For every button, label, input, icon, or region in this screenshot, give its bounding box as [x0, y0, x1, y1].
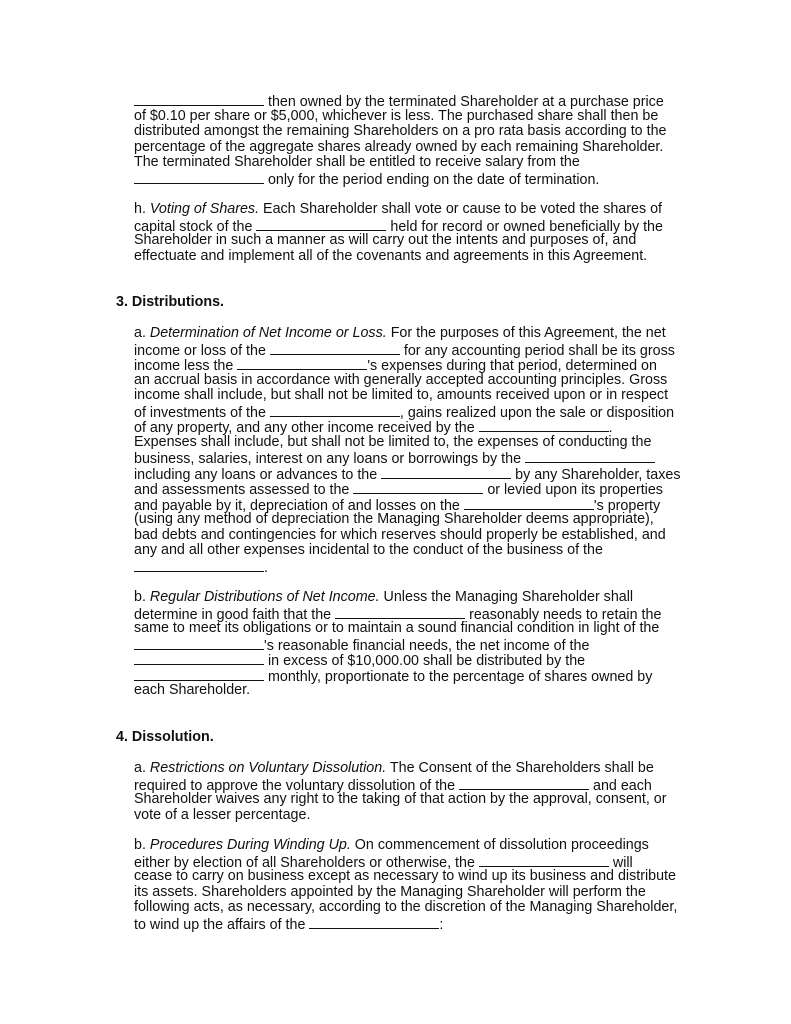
section-title: Procedures During Winding Up.: [149, 837, 351, 853]
text-line: income or loss of the for any accounting period shall be its gross: [134, 342, 675, 359]
fill-in-blank[interactable]: [270, 404, 400, 417]
fill-in-blank[interactable]: [335, 606, 465, 619]
text-line: capital stock of the held for record or owned beneficially by the: [134, 218, 663, 235]
fill-in-blank[interactable]: [256, 218, 386, 231]
fill-in-blank[interactable]: [134, 637, 264, 650]
section-title: Determination of Net Income or Loss.: [149, 325, 387, 341]
paragraph-regular-distributions: [134, 590, 694, 699]
paragraph-winding-up-procedures: [134, 838, 694, 931]
text-line: effectuate and implement all of the covenants and agreements in this Agreement.: [134, 247, 648, 264]
section-heading-dissolution: 4. Dissolution.: [116, 729, 214, 745]
text-line: percentage of the aggregate shares already owned by each remaining Shareholder.: [134, 138, 664, 155]
text-line: to wind up the affairs of the :: [134, 916, 444, 933]
paragraph-termination-continued: [134, 93, 694, 186]
text-line: of any property, and any other income received by the .: [134, 420, 613, 436]
fill-in-blank[interactable]: [381, 466, 511, 479]
text-line: monthly, proportionate to the percentage of shares owned by: [134, 668, 694, 684]
text-line: including any loans or advances to the by any Shareholder, taxes: [134, 466, 681, 483]
text-line: and assessments assessed to the or levied upon its properties: [134, 482, 663, 498]
text-line: vote of a lesser percentage.: [134, 806, 311, 823]
fill-in-blank[interactable]: [464, 497, 594, 510]
text-line: distributed amongst the remaining Shareholders on a pro rata basis according to the: [134, 123, 667, 139]
fill-in-blank[interactable]: [134, 559, 264, 572]
fill-in-blank[interactable]: [479, 854, 609, 867]
text-line: a. Restrictions on Voluntary Dissolution. The Consent of the Shareholders shall be: [134, 760, 654, 776]
section-heading-distributions: 3. Distributions.: [116, 294, 225, 310]
text-line: only for the period ending on the date of termination.: [134, 171, 694, 187]
text-line: business, salaries, interest on any loans or borrowings by the: [134, 450, 694, 466]
paragraph-voluntary-dissolution: [134, 761, 694, 823]
text-line: Expenses shall include, but shall not be limited to, the expenses of conducting the: [134, 433, 652, 450]
text-line: determine in good faith that the reasonably needs to retain the: [134, 606, 662, 623]
fill-in-blank[interactable]: [309, 916, 439, 929]
fill-in-blank[interactable]: [353, 481, 483, 494]
fill-in-blank[interactable]: [459, 777, 589, 790]
text-line: h. Voting of Shares. Each Shareholder shall vote or cause to be voted the shares of: [134, 201, 663, 217]
text-line: The terminated Shareholder shall be entitled to receive salary from the: [134, 154, 580, 170]
text-line: b. Regular Distributions of Net Income. Unless the Managing Shareholder shall: [134, 589, 634, 605]
fill-in-blank[interactable]: [134, 652, 264, 665]
fill-in-blank[interactable]: [134, 171, 264, 184]
text-line: any and all other expenses incidental to the conduct of the business of the: [134, 542, 603, 558]
text-line: same to meet its obligations or to maintain a sound financial condition in light of the: [134, 620, 660, 636]
text-line: cease to carry on business except as necessary to wind up its business and distribute: [134, 868, 676, 884]
text-line: its assets. Shareholders appointed by the Managing Shareholder will perform the: [134, 883, 646, 900]
text-line: either by election of all Shareholders or otherwise, the will: [134, 854, 633, 871]
section-title: Restrictions on Voluntary Dissolution.: [149, 760, 387, 776]
fill-in-blank[interactable]: [479, 419, 609, 432]
text-line: a. Determination of Net Income or Loss. For the purposes of this Agreement, the net: [134, 325, 666, 341]
text-line: Shareholder waives any right to the taking of that action by the approval, consent, or: [134, 791, 667, 807]
text-line: .: [134, 559, 694, 575]
text-line: an accrual basis in accordance with generally accepted accounting principles. Gross: [134, 371, 668, 388]
paragraph-net-income-determination: [134, 326, 694, 574]
paragraph-voting-of-shares: [134, 202, 694, 264]
text-line: then owned by the terminated Shareholder at a purchase price: [134, 93, 694, 109]
text-line: and payable by it, depreciation of and losses on the 's property: [134, 497, 661, 514]
text-line: each Shareholder.: [134, 682, 251, 698]
text-line: b. Procedures During Winding Up. On commencement of dissolution proceedings: [134, 837, 649, 853]
text-line: (using any method of depreciation the Managing Shareholder deems appropriate),: [134, 511, 654, 527]
fill-in-blank[interactable]: [525, 450, 655, 463]
fill-in-blank[interactable]: [134, 93, 264, 106]
fill-in-blank[interactable]: [237, 357, 367, 370]
fill-in-blank[interactable]: [134, 668, 264, 681]
text-line: income shall include, but shall not be limited to, amounts received upon or in respect: [134, 387, 669, 403]
text-line: of $0.10 per share or $5,000, whichever is less. The purchased share shall then be: [134, 107, 659, 124]
text-line: of investments of the , gains realized upon the sale or disposition: [134, 404, 675, 421]
text-line: in excess of $10,000.00 shall be distributed by the: [134, 652, 694, 668]
text-line: required to approve the voluntary dissolution of the and each: [134, 777, 652, 794]
fill-in-blank[interactable]: [270, 342, 400, 355]
section-title: Regular Distributions of Net Income.: [149, 589, 380, 605]
text-line: bad debts and contingencies for which reserves should properly be established, and: [134, 526, 666, 543]
text-line: following acts, as necessary, according to the discretion of the Managing Shareholder,: [134, 899, 678, 915]
text-line: Shareholder in such a manner as will carry out the intents and purposes of, and: [134, 232, 637, 248]
text-line: 's reasonable financial needs, the net income of the: [134, 637, 694, 653]
section-title: Voting of Shares.: [149, 201, 260, 217]
text-line: income less the 's expenses during that period, determined on: [134, 358, 657, 374]
